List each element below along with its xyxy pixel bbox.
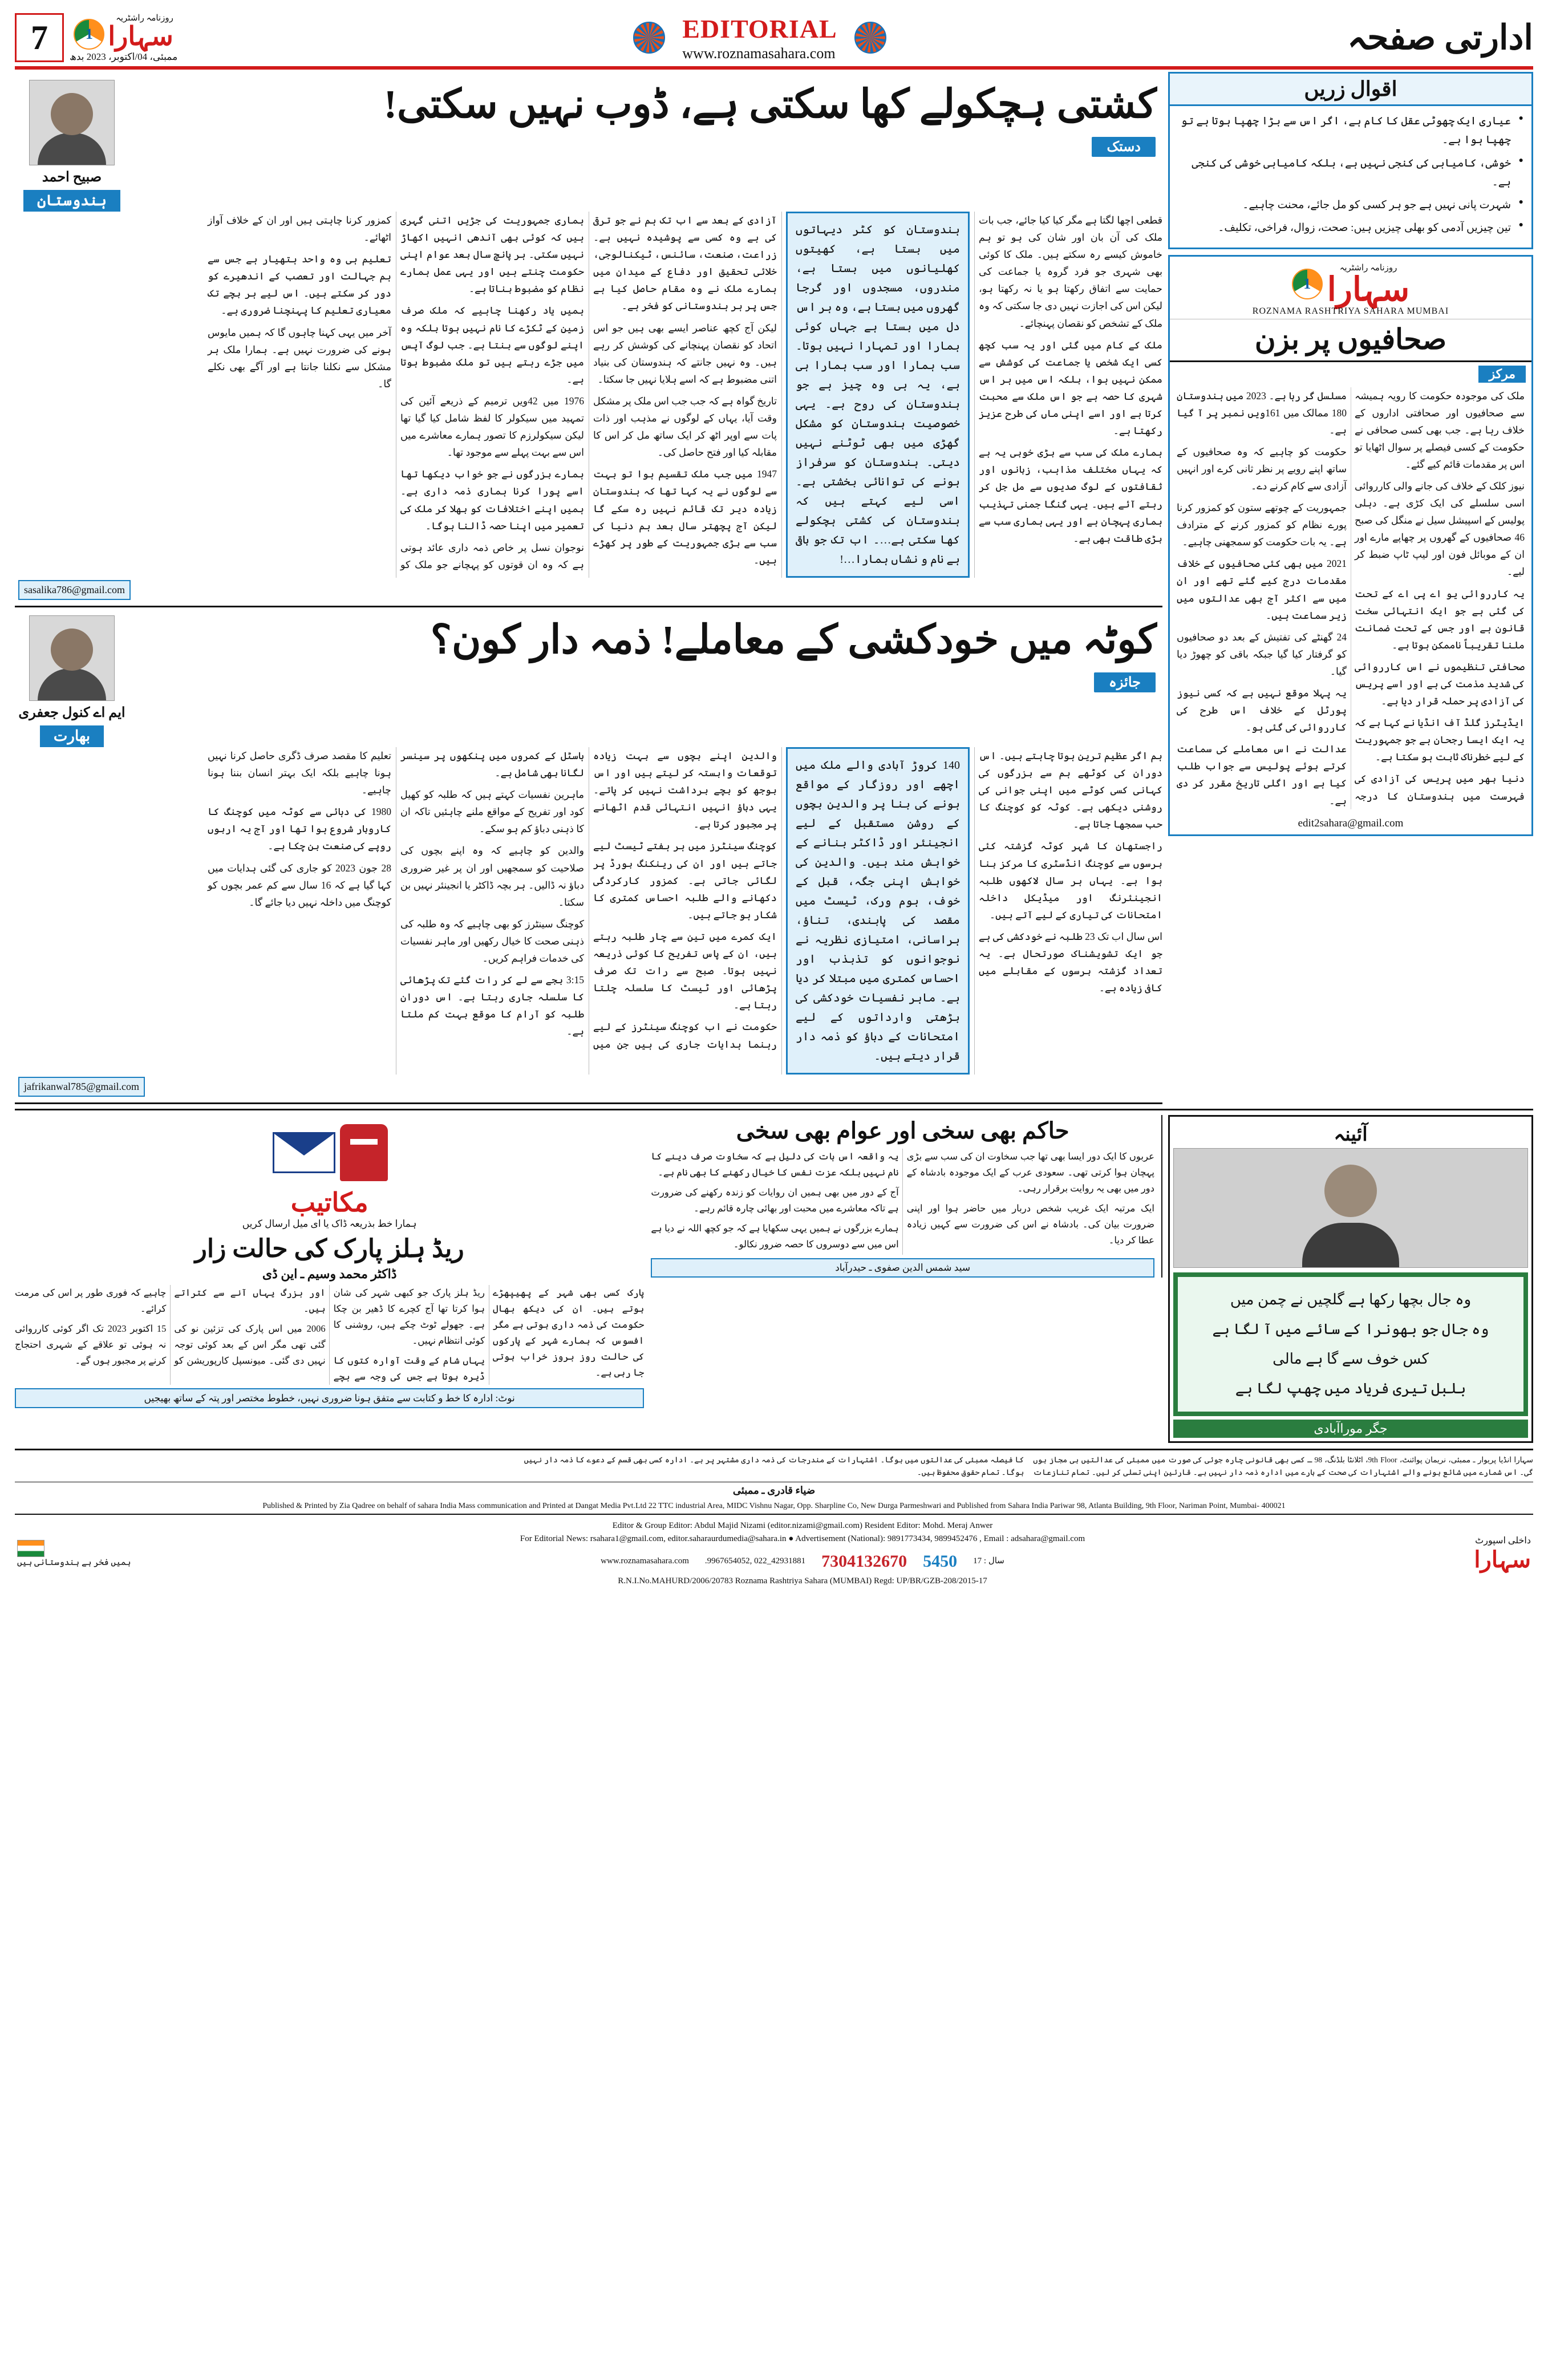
article-paragraph: ہم اگر عظیم ترین ہوتا چاہتے ہیں۔ اس دوران کی کوٹھے ہم سے بزرگوں کی کہانی کسی کوٹے میں اپنی جوانی کی روشنی دیکھی ہے۔ کوٹہ کو کوچنگ کا حب سمجھا جاتا ہے۔ (979, 750, 1162, 830)
article-paragraph: ہمارے ملک کی سب سے بڑی خوبی یہ ہے کہ یہاں مختلف مذاہب، زبانوں اور ثقافتوں کے لوگ صدیوں سے مل جل کر رہتے آئے ہیں۔ یہی گنگا جمنی تہذیب ہماری پہچان ہے اور یہی ہماری سب سے بڑی طاقت بھی ہے۔ (979, 447, 1162, 544)
editorial-paragraph: حکومت کو چاہیے کہ وہ صحافیوں کے ساتھ اپنے رویے پر نظر ثانی کرے اور انہیں آزادی سے کام کرنے دے۔ (1177, 445, 1347, 492)
list-item: ● تین چیزیں آدمی کو بھلی چیزیں ہیں: صحت، زوال، فراخی، تکلیف۔ (1178, 218, 1523, 237)
article-paragraph: لیکن آج کچھ عناصر ایسے بھی ہیں جو اس اتحاد کو نقصان پہنچانے کی کوشش کر رہے ہیں۔ وہ نہیں جانتے کہ ہندوستان کی بنیاد اتنی مضبوط ہے کہ اسے ہلایا نہیں جا سکتا۔ (593, 322, 777, 385)
article-author-email[interactable]: sasalika786@gmail.com (18, 580, 131, 600)
article-paragraph: 3:15 بجے سے لے کر رات گئے تک پڑھائی کا سلسلہ جاری رہتا ہے۔ اس دوران طلبہ کو آرام کا موقع بہت کم ملتا ہے۔ (400, 974, 584, 1037)
sahara-logo-latin: ROZNAMA RASHTRIYA SAHARA MUMBAI (1252, 306, 1449, 316)
article-paragraph: نوجوان نسل پر خاص ذمہ داری عائد ہوتی ہے کہ وہ ان قوتوں کو پہچانے جو ملک کو کمزور کرنا چاہتی ہیں اور ان کے خلاف آواز اٹھائے۔ (208, 214, 584, 570)
article-second (15, 607, 1162, 1104)
poem-line: بلبل تیری فریاد میں چھپ لگا ہے (1235, 1380, 1466, 1397)
india-flag-icon (17, 1540, 44, 1557)
mailbox-icon (267, 1118, 392, 1187)
letter-paragraph: 15 اکتوبر 2023 تک اگر کوئی کارروائی نہ ہوئی تو علاقے کے شہری احتجاج کرنے پر مجبور ہوں گے۔ (15, 1323, 167, 1367)
logo-urdu: سہارا (108, 22, 173, 51)
letters-block (15, 1115, 644, 1408)
article-paragraph: 28 جون 2023 کو جاری کی گئی ہدایات میں کہا گیا ہے کہ 16 سال سے کم عمر بچوں کو کوچنگ میں داخلہ نہیں دیا جائے گا۔ (208, 862, 391, 908)
aaina-title: آئینہ (1334, 1124, 1368, 1145)
letter-paragraph: 2006 میں اس پارک کی تزئین نو کی گئی تھی مگر اس کے بعد کوئی توجہ نہیں دی گئی۔ میونسپل کارپوریشن کو چاہیے کہ فوری طور پر اس کی مرمت کرائے۔ (15, 1287, 326, 1367)
envelope-icon (273, 1132, 335, 1173)
hakim-title: حاکم بھی سخی اور عوام بھی سخی (736, 1118, 1069, 1144)
footer-phones: .9967654052, 022_42931881 (704, 1556, 806, 1566)
article-paragraph: ایک کمرے میں تین سے چار طلبہ رہتے ہیں، ان کے پاس تفریح کا کوئی ذریعہ نہیں ہوتا۔ صبح سے رات تک صرف پڑھائی اور ٹیسٹ کا سلسلہ چلتا رہتا ہے۔ (593, 930, 777, 1011)
editorial-paragraph: صحافتی تنظیموں نے اس کارروائی کی شدید مذمت کی ہے اور اسے پریس کی آزادی پر حملہ قرار دیا ہے۔ (1355, 660, 1525, 707)
bottom-section (15, 1109, 1533, 1443)
poem-line: کس خوف سے گا ہے مالی (1273, 1351, 1429, 1367)
editorial-title: EDITORIAL (682, 14, 837, 43)
sahara-logo-sub-urdu: روزنامہ راشٹریہ (1339, 263, 1397, 273)
article-paragraph: والدین کو چاہیے کہ وہ اپنے بچوں کی صلاحیت کو سمجھیں اور ان پر غیر ضروری دباؤ نہ ڈالیں۔ ہر بچہ ڈاکٹر یا انجینئر نہیں بن سکتا۔ (400, 845, 584, 908)
article-main (15, 72, 1162, 607)
masthead-date: ممبئی، 04/اکتوبر، 2023 بدھ (70, 51, 178, 62)
article-paragraph: ملک کے کام میں گئی اور یہ سب کچھ کسی ایک شخص یا جماعت کی کوشش سے ممکن نہیں ہوا، بلکہ اس میں ہر اس شہری کا حصہ ہے جو اس ملک سے محبت کرتا ہے اور اسے اپنی ماں کی طرح عزیز رکھتا ہے۔ (979, 339, 1162, 437)
editorial-box-title: صحافیوں پر بزن (1170, 319, 1531, 362)
article-paragraph: 1980 کی دہائی سے کوٹہ میں کوچنگ کا کاروبار شروع ہوا تھا اور آج یہ اربوں روپے کی صنعت بن چکا ہے۔ (208, 806, 391, 852)
footer-fine-print: سہارا انڈیا پریوار ـ ممبئی، نریمان پوائنٹ، 9th Floor، اٹلانٹا بلڈنگ، 98 ـ کسی بھی قانونی چارہ جوئی کی صورت میں ممبئی کی عدالتیں ہی مجاز ہوں گی۔ اس شمارے میں شائع ہونے والے اشتہارات کی صحت کے بارے میں ادارہ ذمہ دار نہیں ہے۔ قارئین اپنی تسلی کر لیں۔ تمام تنازعات کا فیصلہ ممبئی کی عدالتوں میں ہوگا۔ اشتہارات کے مندرجات کی ذمہ داری مشتہر پر ہے۔ ادارہ کسی بھی قسم کے دعوے کا ذمہ دار نہیں ہوگا۔ تمام حقوق محفوظ ہیں۔ (15, 1454, 1533, 1482)
article-body-2 (15, 747, 1162, 1075)
main-grid (15, 72, 1533, 1104)
article-pull-quote-2: 140 کروڑ آبادی والے ملک میں اچھے اور روزگار کے مواقع ہونے کی بنا پر والدین بچوں کے روشن مستقبل کے لیے انجینئر اور ڈاکٹر بنانے کے خواہش مند ہیں۔ والدین کی خواہش اپنی جگہ، قبل کے خوف، ہوم ورک، ٹیسٹ میں مقصد کی پابندی، تناؤ، ہراسانی، امتیازی نظریہ نے نوجوانوں کو تذبذب اور احساس کمتری میں مبتلا کر دیا ہے۔ ماہر نفسیات خودکشی کی بڑھتی وارداتوں کے لیے امتحانات کے دباؤ کو ذمہ دار قرار دیتے ہیں۔ (786, 747, 970, 1075)
author-name-2: ایم اے کنول جعفری (18, 706, 125, 720)
poet-photo (1173, 1148, 1528, 1268)
article-tag-2: بھارت (40, 725, 104, 747)
hakim-paragraph: یہ واقعہ اس بات کی دلیل ہے کہ سخاوت صرف دینے کا نام نہیں بلکہ عزت نفس کا خیال رکھنے کا بھی نام ہے۔ (651, 1151, 899, 1178)
editorial-paragraph: دنیا بھر میں پریس کی آزادی کی فہرست میں ہندوستان کا درجہ مسلسل گر رہا ہے۔ 2023 میں ہندوستان 180 ممالک میں 161ویں نمبر پر آ گیا ہے۔ (1177, 390, 1525, 802)
hakim-paragraph: ہمارے بزرگوں نے ہمیں یہی سکھایا ہے کہ جو کچھ اللہ نے دیا ہے اس میں سے دوسروں کا حصہ ضرور نکالو۔ (651, 1223, 899, 1250)
sahara-logo (1170, 257, 1531, 319)
hakim-paragraph: ایک مرتبہ ایک غریب شخص دربار میں حاضر ہوا اور اپنی ضرورت بیان کی۔ بادشاہ نے اس کی ضرورت سے کہیں زیادہ عطا کر دیا۔ (906, 1203, 1154, 1246)
article-body (15, 212, 1162, 578)
article-paragraph: اس سال اب تک 23 طلبہ نے خودکشی کی ہے جو ایک تشویشناک صورتحال ہے۔ یہ تعداد گزشتہ برسوں کے مقابلے میں کافی زیادہ ہے۔ (979, 930, 1162, 994)
author-name: صبیح احمد (42, 170, 102, 185)
poet-name: جگر موراآبادی (1173, 1420, 1528, 1438)
editorial-tag: مرکز (1478, 366, 1526, 383)
rosette-right-icon (854, 22, 886, 54)
articles-column (15, 72, 1162, 1104)
article-headline-2: کوٹہ میں خودکشی کے معاملے! ذمہ دار کون؟ (430, 618, 1157, 662)
author-photo-2 (29, 615, 115, 701)
footer-imprint: Published & Printed by Zia Qadree on behalf of sahara India Mass communication and Printed at Dangat Media Pvt.Ltd 22 TTC industrial Area, MIDC Vishnu Nagar, Opp. Sharpline Co, New Durga Parmeshwari and Published from Sahara India Pariwar 98, Atlanta Building, 9th Floor, Nariman Point, Mumbai- 400021 (15, 1499, 1533, 1515)
author-block (15, 76, 129, 212)
article-paragraph: حکومت نے اب کوچنگ سینٹرز کے لیے رہنما ہدایات جاری کی ہیں جن میں ہاسٹل کے کمروں میں پنکھوں پر سینسر لگانا بھی شامل ہے۔ (400, 750, 777, 1050)
footer-editor-line: Editor & Group Editor: Abdul Majid Nizami (editor.nizami@gmail.com) Resident Editor: Mohd. Meraj Anwer (612, 1521, 993, 1531)
aaina-column (1168, 1115, 1533, 1443)
article-author-email-2[interactable]: jafrikanwal785@gmail.com (18, 1077, 145, 1097)
footer-issue-number: 5450 (923, 1551, 958, 1571)
article-paragraph: تعلیم کا مقصد صرف ڈگری حاصل کرنا نہیں ہونا چاہیے بلکہ ایک بہتر انسان بننا ہونا چاہیے۔ (208, 750, 391, 796)
article-kicker-2: جائزہ (1094, 672, 1156, 692)
footer (15, 1449, 1533, 1592)
footer-editorial-news: For Editorial News: rsahara1@gmail.com, editor.saharaurdumedia@sahara.in ● Advertisement (National): 9891773434, 9899452476 , Email : adsahara@gmail.com (520, 1534, 1085, 1544)
quotes-box (1168, 72, 1533, 249)
editorial-paragraph: ملک کی موجودہ حکومت کا رویہ ہمیشہ سے صحافیوں اور صحافتی اداروں کے خلاف رہا ہے۔ جب بھی کسی صحافی نے حکومت کے کسی فیصلے پر سوال اٹھایا تو اس پر مقدمات قائم کیے گئے۔ (1355, 390, 1525, 470)
article-paragraph: کوچنگ سینٹرز میں ہر ہفتے ٹیسٹ لیے جاتے ہیں اور ان کی رینکنگ بورڈ پر لگائی جاتی ہے۔ کمزور کارکردگی دکھانے والے طلبہ احساس کمتری کا شکار ہو جاتے ہیں۔ (593, 840, 777, 921)
masthead-left (15, 13, 283, 63)
flag-badge-icon-2: 1 (1292, 269, 1323, 299)
article-paragraph: راجستھان کا شہر کوٹہ گزشتہ کئی برسوں سے کوچنگ انڈسٹری کا مرکز بنا ہوا ہے۔ یہاں ہر سال لاکھوں طلبہ انجینئرنگ اور میڈیکل داخلہ امتحانات کی تیاری کے لیے آتے ہیں۔ (979, 840, 1162, 921)
editorial-box-body (1170, 383, 1531, 814)
editorial-paragraph: یہ پہلا موقع نہیں ہے کہ کسی نیوز پورٹل کے خلاف اس طرح کی کارروائی کی گئی ہو۔ (1177, 687, 1347, 733)
hakim-block (651, 1115, 1162, 1278)
masthead-website[interactable]: www.roznamasahara.com (682, 44, 836, 62)
article-tag: ہندوستان (23, 190, 120, 212)
list-item: ● عیاری ایک چھوٹی عقل کا کام ہے، اگر اس سے بڑا چھپا ہوتا ہے تو چھپا ہوا ہے۔ (1178, 112, 1523, 150)
masthead-urdu-title: ادارتی صفحہ (1347, 19, 1533, 56)
author-block-2 (15, 612, 129, 747)
footer-national-number: 7304132670 (821, 1551, 907, 1571)
footer-sahara-logo: سہارا (1474, 1546, 1531, 1572)
aaina-box (1168, 1115, 1533, 1443)
sidebar-column (1168, 72, 1533, 842)
hakim-author: سید شمس الدین صفوی ـ حیدرآباد (651, 1258, 1154, 1278)
logo-sub-urdu: روزنامہ راشٹریہ (116, 14, 173, 23)
article-paragraph: 1976 میں 42ویں ترمیم کے ذریعے آئین کی تمہید میں سیکولر کا لفظ شامل کیا گیا تھا لیکن سیکولرزم کا تصور ہمارے معاشرے میں اس سے بہت پہلے سے موجود تھا۔ (400, 395, 584, 459)
hakim-paragraph: عربوں کا ایک دور ایسا بھی تھا جب سخاوت ان کی سب سے بڑی پہچان ہوا کرتی تھی۔ سعودی عرب کے ایک موجودہ بادشاہ کے دور میں بھی یہ روایت برقرار رہی۔ (906, 1151, 1154, 1194)
hakim-paragraph: آج کے دور میں بھی ہمیں ان روایات کو زندہ رکھنے کی ضرورت ہے تاکہ معاشرے میں محبت اور بھائی چارہ قائم رہے۔ (651, 1187, 899, 1214)
footer-right-label: داخلی اسپورٹ (1475, 1535, 1531, 1546)
mailbox-title: مکاتیب (290, 1188, 368, 1217)
rosette-left-icon (633, 22, 665, 54)
poem-line: وہ جال جو بھونرا کے سائے میں آ لگا ہے (1212, 1321, 1489, 1337)
quotes-box-title: اقوال زریں (1170, 74, 1531, 106)
article-paragraph: کوچنگ سینٹرز کو بھی چاہیے کہ وہ طلبہ کی ذہنی صحت کا خیال رکھیں اور ماہر نفسیات کی خدمات فراہم کریں۔ (400, 918, 584, 964)
article-paragraph: تعلیم ہی وہ واحد ہتھیار ہے جس سے ہم جہالت اور تعصب کے اندھیرے کو دور کر سکتے ہیں۔ اس لیے ہر بچے تک معیاری تعلیم کا پہنچنا ضروری ہے۔ (208, 253, 391, 317)
letter-body (15, 1285, 644, 1385)
article-paragraph: ہمیں یاد رکھنا چاہیے کہ ملک صرف زمین کے ٹکڑے کا نام نہیں ہوتا بلکہ وہ اپنے لوگوں سے بنتا ہے۔ جب لوگ آپس میں جڑے رہتے ہیں تو ملک مضبوط ہوتا ہے۔ (400, 305, 584, 385)
editorial-paragraph: 24 گھنٹے کی تفتیش کے بعد دو صحافیوں کو گرفتار کیا گیا جبکہ باقی کو چھوڑ دیا گیا۔ (1177, 631, 1347, 677)
masthead-center (283, 13, 1237, 63)
footer-right (1474, 1535, 1531, 1573)
author-photo (29, 80, 115, 165)
article-paragraph: والدین اپنے بچوں سے بہت زیادہ توقعات وابستہ کر لیتے ہیں اور اس بوجھ کو بچے برداشت نہیں کر پاتے۔ یہی دباؤ انہیں انتہائی قدم اٹھانے پر مجبور کرتا ہے۔ (593, 750, 777, 830)
footer-website[interactable]: www.roznamasahara.com (601, 1556, 689, 1566)
sahara-logo-urdu: سہارا (1327, 270, 1410, 308)
editorial-email[interactable]: edit2sahara@gmail.com (1298, 817, 1404, 829)
list-item: ● شہرت پانی نہیں ہے جو ہر کسی کو مل جائے، محنت چاہیے۔ (1178, 196, 1523, 214)
article-paragraph: ماہرین نفسیات کہتے ہیں کہ طلبہ کو کھیل کود اور تفریح کے مواقع ملنے چاہئیں تاکہ ان کا ذہنی دباؤ کم ہو سکے۔ (400, 789, 584, 835)
footer-main (15, 1515, 1533, 1592)
editorial-paragraph: یہ کارروائی یو اے پی اے کے تحت کی گئی ہے جو ایک انتہائی سخت قانون ہے اور جس کے تحت ضمانت ملنا تقریباً ناممکن ہوتا ہے۔ (1355, 587, 1525, 651)
letter-author: ڈاکٹر محمد وسیم ـ این ڈی (262, 1267, 397, 1281)
footer-flag (17, 1540, 131, 1568)
page-number: 7 (15, 13, 64, 62)
article-headline: کشتی ہچکولے کھا سکتی ہے، ڈوب نہیں سکتی! (383, 83, 1157, 127)
list-item: ● خوشی، کامیابی کی کنجی نہیں ہے، بلکہ کامیابی خوشی کی کنجی ہے۔ (1178, 154, 1523, 192)
letter-paragraph: یہاں شام کے وقت آوارہ کتوں کا ڈیرہ ہوتا ہے جس کی وجہ سے بچے اور بزرگ یہاں آنے سے کتراتے ہیں۔ (174, 1287, 485, 1382)
article-paragraph: آزادی کے بعد سے اب تک ہم نے جو ترقی کی ہے وہ کسی سے پوشیدہ نہیں ہے۔ زراعت، صنعت، سائنس، ٹیکنالوجی، خلائی تحقیق اور دفاع کے میدان میں ہمارے ملک نے وہ مقام حاصل کیا ہے جس پر ہر ہندوستانی کو فخر ہے۔ (593, 214, 777, 312)
flag-badge-icon: 1 (74, 19, 104, 50)
article-paragraph: قطعی اچھا لگتا ہے مگر کیا کیا جائے، جب بات ملک کی آن بان اور شان کی ہو تو ہم خاموش کیسے رہ سکتے ہیں۔ ملک کا کوئی بھی شہری جو فرد گروہ یا جماعت کی حمایت سے اتفاق رکھتا ہو یا نہ رکھتا ہو، لیکن اس کی اجازت نہیں دی جا سکتی کہ وہ ملک کے تشخص کو نقصان پہنچائے۔ (979, 214, 1162, 329)
bottom-main (15, 1115, 1162, 1443)
letter-paragraph: ریڈ ہلز پارک جو کبھی شہر کی شان ہوا کرتا تھا آج کچرے کا ڈھیر بن چکا ہے۔ جھولے ٹوٹ چکے ہیں، روشنی کا کوئی انتظام نہیں۔ (333, 1287, 485, 1347)
article-paragraph: ہماری جمہوریت کی جڑیں اتنی گہری ہیں کہ کوئی بھی آندھی انہیں اکھاڑ نہیں سکتی۔ ہر پانچ سال بعد عوام اپنی حکومت چنتے ہیں اور یہی عمل ہمارے نظام کو مضبوط بناتا ہے۔ (400, 214, 584, 295)
footer-qadri: ضیاء قادری ـ ممبئی (732, 1485, 816, 1497)
footer-center (141, 1519, 1464, 1588)
article-kicker: دستک (1092, 137, 1156, 157)
article-pull-quote: ہندوستان کو کٹر دیہاتوں میں بستا ہے، کھیتوں کھلیانوں میں بستا ہے، مندروں، مسجدوں اور گرجا گھروں میں بستا ہے، وہ ہر اس دل میں بستا ہے جہاں کوئی ہمارا اور تمہارا نہیں ہوتا۔ سب ہمارا اور سب ہمارا ہی ہے، یہ ہی وہ چیز ہے جو ہندوستان کی روح ہے۔ یہی خصوصیت ہندوستان کو مشکل گھڑی میں بھی ٹوٹنے نہیں دیتی۔ ہندوستان کو سرفراز ہونے کی توانائی بخشتی ہے۔ اسی لیے کہتے ہیں کہ ہندوستان کی کشتی ہچکولے کھا سکتی ہے…۔ اب تک جو باقی ہے نام و نشاں ہمارا…! (786, 212, 970, 578)
mailbox-art (15, 1115, 644, 1231)
editorial-paragraph: 2021 میں بھی کئی صحافیوں کے خلاف مقدمات درج کیے گئے تھے اور ان میں سے اکثر آج بھی عدالتوں میں زیر سماعت ہیں۔ (1177, 558, 1347, 621)
article-paragraph: آخر میں یہی کہنا چاہوں گا کہ ہمیں مایوس ہونے کی ضرورت نہیں ہے۔ ہمارا ملک ہر مشکل سے نکلنا جانتا ہے اور آگے بھی نکلے گا۔ (208, 326, 391, 390)
letter-title: ریڈ ہلز پارک کی حالت زار (194, 1235, 464, 1263)
masthead-logo (70, 13, 177, 63)
letter-paragraph: پارک کسی بھی شہر کے پھیپھڑے ہوتے ہیں۔ ان کی دیکھ بھال حکومت کی ذمہ داری ہوتی ہے مگر افسوس کہ ہمارے شہر کے پارکوں کی حالت روز بروز خراب ہوتی جا رہی ہے۔ (493, 1287, 645, 1378)
footer-rni: R.N.I.No.MAHURD/2006/20783 Roznama Rashtriya Sahara (MUMBAI) Regd: UP/BR/GZB-208/2015-17 (618, 1576, 987, 1586)
footer-year: سال : 17 (973, 1556, 1004, 1566)
article-paragraph: تاریخ گواہ ہے کہ جب جب اس ملک پر مشکل وقت آیا، یہاں کے لوگوں نے مذہب اور ذات پات سے اوپر اٹھ کر ایک ساتھ مل کر اس کا مقابلہ کیا اور فتح حاصل کی۔ (593, 395, 777, 459)
article-paragraph: ہمارے بزرگوں نے جو خواب دیکھا تھا اسے پورا کرنا ہماری ذمہ داری ہے۔ ہمیں اپنے اختلافات کو بھلا کر ملک کی تعمیر میں اپنا حصہ ڈالنا ہوگا۔ (400, 468, 584, 532)
hakim-body (651, 1149, 1154, 1255)
mailbox-subtitle: ہمارا خط بذریعہ ڈاک یا ای میل ارسال کریں (242, 1218, 417, 1229)
letters-note: نوٹ: ادارہ کا خط و کتابت سے متفق ہونا ضروری نہیں، خطوط مختصر اور پتہ کے ساتھ بھیجیں (15, 1388, 644, 1408)
editorial-box (1168, 255, 1533, 836)
editorial-paragraph: ایڈیٹرز گلڈ آف انڈیا نے کہا ہے کہ یہ ایک ایسا رجحان ہے جو جمہوریت کے لیے خطرناک ثابت ہو سکتا ہے۔ (1355, 717, 1525, 763)
article-paragraph: 1947 میں جب ملک تقسیم ہوا تو بہت سے لوگوں نے یہ کہا تھا کہ ہندوستان زیادہ دیر تک قائم نہیں رہ سکے گا لیکن آج پچھتر سال بعد ہم دنیا کی سب سے بڑی جمہوریت کے طور پر کھڑے ہیں۔ (593, 468, 777, 566)
editorial-paragraph: جمہوریت کے چوتھے ستون کو کمزور کرنا پورے نظام کو کمزور کرنے کے مترادف ہے۔ یہ بات حکومت کو سمجھنی چاہیے۔ (1177, 502, 1347, 548)
editorial-paragraph: عدالت نے اس معاملے کی سماعت کرتے ہوئے پولیس سے جواب طلب کیا ہے اور اگلی تاریخ مقرر کر دی ہے۔ (1177, 743, 1347, 806)
footer-tagline: ہمیں فخر ہے ہندوستانی ہیں (17, 1558, 131, 1567)
masthead-right (1237, 13, 1533, 63)
quotes-list (1170, 106, 1531, 248)
editorial-paragraph: نیوز کلک کے خلاف کی جانے والی کارروائی اسی سلسلے کی ایک کڑی ہے۔ دہلی پولیس کے اسپیشل سیل نے منگل کی صبح 46 صحافیوں کے گھروں پر چھاپے مارے اور ان کے موبائل فون اور لیپ ٹاپ ضبط کر لیے۔ (1355, 480, 1525, 578)
poem-frame (1173, 1272, 1528, 1416)
poem-line: وہ جال بچھا رکھا ہے گلچیں نے چمن میں (1230, 1291, 1472, 1308)
masthead (15, 13, 1533, 70)
postbox-icon (340, 1124, 388, 1181)
